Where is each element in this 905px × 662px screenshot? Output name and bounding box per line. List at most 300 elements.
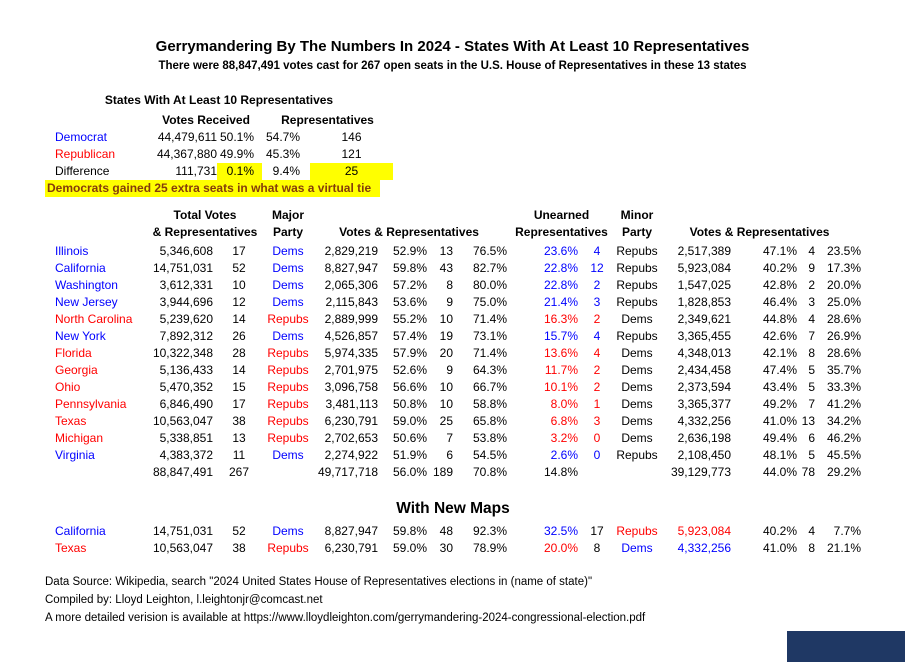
major-vote-pct-cell: 59.0% — [392, 414, 427, 428]
total-reps-cell: 17 — [232, 397, 246, 411]
total-reps-cell: 26 — [232, 329, 246, 343]
minor-rep-pct-cell: 41.2% — [826, 397, 861, 411]
new-maps-rows — [45, 523, 861, 557]
major-vote-pct-cell: 53.6% — [392, 295, 427, 309]
minor-party-cell: Repubs — [616, 524, 658, 538]
total-reps-cell: 10 — [232, 278, 246, 292]
state-name-cell: New York — [55, 329, 106, 343]
total-reps-cell: 28 — [232, 346, 246, 360]
major-reps-cell: 48 — [439, 524, 453, 538]
main-table-rows — [45, 243, 861, 481]
main-table-header-row-2 — [45, 224, 861, 241]
total-reps-cell: 267 — [228, 465, 250, 479]
unearned-pct-cell: 13.6% — [543, 346, 578, 360]
minor-party-header-line1: Minor — [620, 208, 654, 222]
summary-header-spacer — [45, 112, 150, 129]
total-votes-cell: 10,563,047 — [152, 541, 213, 555]
unearned-reps-cell: 2 — [593, 380, 601, 394]
minor-rep-pct-cell: 26.9% — [826, 329, 861, 343]
minor-rep-pct-cell: 23.5% — [826, 244, 861, 258]
minor-vote-pct-cell: 44.8% — [762, 312, 797, 326]
republican-reps-cell: 121 — [341, 147, 362, 161]
major-rep-pct-cell: 70.8% — [472, 465, 507, 479]
minor-party-cell: Repubs — [616, 295, 658, 309]
minor-vote-pct-cell: 42.8% — [762, 278, 797, 292]
major-reps-cell: 43 — [439, 261, 453, 275]
summary-democrat-label: Democrat — [55, 130, 108, 144]
state-row — [45, 260, 861, 277]
total-votes-cell: 4,383,372 — [159, 448, 213, 462]
major-vote-pct-cell: 57.2% — [392, 278, 427, 292]
totals-row — [45, 464, 861, 481]
major-reps-cell: 13 — [439, 244, 453, 258]
unearned-reps-cell: 8 — [593, 541, 601, 555]
corner-rectangle — [787, 631, 905, 662]
minor-votes-cell: 2,373,594 — [677, 380, 731, 394]
main-table-header — [45, 207, 861, 241]
unearned-reps-cell: 4 — [593, 346, 601, 360]
unearned-pct-cell: 32.5% — [543, 524, 578, 538]
major-reps-cell: 9 — [446, 295, 453, 309]
total-votes-cell: 5,338,851 — [159, 431, 213, 445]
major-votes-cell: 2,889,999 — [324, 312, 378, 326]
unearned-reps-cell: 0 — [593, 448, 601, 462]
state-row — [45, 413, 861, 430]
unearned-header-line2: Representatives — [515, 225, 608, 239]
minor-reps-cell: 5 — [808, 380, 815, 394]
major-rep-pct-cell: 78.9% — [472, 541, 507, 555]
total-votes-cell: 3,944,696 — [159, 295, 213, 309]
unearned-reps-cell: 17 — [590, 524, 604, 538]
minor-reps-cell: 5 — [808, 448, 815, 462]
minor-vote-pct-cell: 47.4% — [762, 363, 797, 377]
minor-reps-cell: 4 — [808, 312, 815, 326]
total-reps-cell: 17 — [232, 244, 246, 258]
minor-rep-pct-cell: 21.1% — [826, 541, 861, 555]
minor-party-cell: Repubs — [616, 244, 658, 258]
major-rep-pct-cell: 80.0% — [472, 278, 507, 292]
minor-vote-pct-cell: 49.4% — [762, 431, 797, 445]
total-votes-header-line2: & Representatives — [152, 225, 258, 239]
minor-votes-cell: 4,332,256 — [677, 541, 731, 555]
state-name-cell: New Jersey — [55, 295, 118, 309]
minor-rep-pct-cell: 29.2% — [826, 465, 861, 479]
major-reps-cell: 8 — [446, 278, 453, 292]
minor-votes-cell: 5,923,084 — [677, 524, 731, 538]
minor-votes-reps-header: Votes & Representatives — [689, 225, 830, 239]
data-source-line: Data Source: Wikipedia, search "2024 United States House of Representatives elections in (name of state)" — [45, 576, 593, 588]
header-spacer — [311, 207, 507, 224]
major-reps-cell: 6 — [446, 448, 453, 462]
unearned-pct-cell: 22.8% — [543, 261, 578, 275]
major-rep-pct-cell: 71.4% — [472, 312, 507, 326]
republican-vote-pct-cell: 49.9% — [219, 147, 254, 161]
summary-note: Democrats gained 25 extra seats in what was a virtual tie — [45, 180, 380, 197]
minor-votes-cell: 4,348,013 — [677, 346, 731, 360]
minor-votes-cell: 2,349,621 — [677, 312, 731, 326]
summary-table — [45, 112, 393, 180]
major-vote-pct-cell: 57.9% — [392, 346, 427, 360]
total-votes-cell: 5,136,433 — [159, 363, 213, 377]
minor-vote-pct-cell: 41.0% — [762, 541, 797, 555]
difference-reps-cell: 25 — [310, 163, 393, 180]
total-votes-cell: 14,751,031 — [152, 524, 213, 538]
total-reps-cell: 14 — [232, 363, 246, 377]
major-party-cell: Dems — [272, 329, 304, 343]
minor-votes-cell: 3,365,377 — [677, 397, 731, 411]
major-reps-cell: 19 — [439, 329, 453, 343]
major-votes-cell: 5,974,335 — [324, 346, 378, 360]
major-reps-cell: 10 — [439, 312, 453, 326]
minor-reps-cell: 4 — [808, 524, 815, 538]
state-name-cell: Georgia — [55, 363, 98, 377]
new-maps-state-row — [45, 523, 861, 540]
major-party-cell: Dems — [272, 261, 304, 275]
major-vote-pct-cell: 51.9% — [392, 448, 427, 462]
unearned-reps-cell: 3 — [593, 295, 601, 309]
minor-reps-cell: 8 — [808, 346, 815, 360]
total-votes-cell: 10,322,348 — [152, 346, 213, 360]
state-name-cell: Pennsylvania — [55, 397, 127, 411]
major-rep-pct-cell: 82.7% — [472, 261, 507, 275]
major-votes-cell: 4,526,857 — [324, 329, 378, 343]
minor-party-cell: Repubs — [616, 448, 658, 462]
minor-vote-pct-cell: 46.4% — [762, 295, 797, 309]
minor-votes-cell: 5,923,084 — [677, 261, 731, 275]
minor-party-cell: Dems — [621, 312, 653, 326]
state-name-cell: Virginia — [55, 448, 95, 462]
major-vote-pct-cell: 52.6% — [392, 363, 427, 377]
minor-reps-cell: 13 — [801, 414, 815, 428]
minor-vote-pct-cell: 42.1% — [762, 346, 797, 360]
total-votes-cell: 10,563,047 — [152, 414, 213, 428]
unearned-pct-cell: 8.0% — [550, 397, 578, 411]
major-party-cell: Dems — [272, 448, 304, 462]
major-votes-cell: 3,096,758 — [324, 380, 378, 394]
new-maps-state-row — [45, 540, 861, 557]
total-votes-header-line1: Total Votes — [173, 208, 237, 222]
summary-table-title: States With At Least 10 Representatives — [104, 93, 334, 107]
major-party-header-line1: Major — [271, 208, 304, 222]
minor-votes-cell: 39,129,773 — [670, 465, 731, 479]
unearned-pct-cell: 11.7% — [544, 363, 578, 377]
difference-rep-pct-cell: 9.4% — [272, 164, 300, 178]
minor-rep-pct-cell: 7.7% — [833, 524, 861, 538]
major-votes-cell: 8,827,947 — [324, 524, 378, 538]
minor-reps-cell: 4 — [808, 244, 815, 258]
unearned-reps-cell: 4 — [593, 329, 601, 343]
minor-party-header-line2: Party — [621, 225, 653, 239]
minor-vote-pct-cell: 41.0% — [762, 414, 797, 428]
minor-party-cell: Dems — [621, 346, 653, 360]
state-name-cell — [45, 464, 145, 481]
unearned-reps-cell: 4 — [593, 244, 601, 258]
state-row — [45, 311, 861, 328]
minor-reps-cell: 8 — [808, 541, 815, 555]
major-rep-pct-cell: 71.4% — [472, 346, 507, 360]
state-row — [45, 277, 861, 294]
new-maps-title: With New Maps — [396, 500, 510, 517]
unearned-pct-cell: 21.4% — [543, 295, 578, 309]
major-votes-cell: 2,701,975 — [324, 363, 378, 377]
unearned-pct-cell: 23.6% — [543, 244, 578, 258]
republican-votes-cell: 44,367,880 — [156, 147, 217, 161]
state-row — [45, 396, 861, 413]
major-votes-cell: 2,065,306 — [324, 278, 378, 292]
unearned-pct-cell: 14.8% — [543, 465, 578, 479]
major-reps-cell: 189 — [432, 465, 453, 479]
total-reps-cell: 15 — [232, 380, 246, 394]
major-party-cell: Repubs — [267, 541, 309, 555]
minor-party-cell: Repubs — [616, 329, 658, 343]
minor-votes-cell: 2,434,458 — [677, 363, 731, 377]
major-reps-cell: 30 — [439, 541, 453, 555]
total-votes-cell: 5,239,620 — [159, 312, 213, 326]
major-party-cell: Dems — [272, 295, 304, 309]
major-votes-cell: 8,827,947 — [324, 261, 378, 275]
minor-reps-cell: 3 — [808, 295, 815, 309]
total-reps-cell: 52 — [232, 261, 246, 275]
major-party-cell: Repubs — [267, 397, 309, 411]
major-party-cell: Repubs — [267, 431, 309, 445]
page-title: Gerrymandering By The Numbers In 2024 - States With At Least 10 Representatives — [155, 38, 750, 55]
state-row — [45, 447, 861, 464]
state-row — [45, 345, 861, 362]
major-rep-pct-cell: 64.3% — [472, 363, 507, 377]
major-vote-pct-cell: 50.6% — [392, 431, 427, 445]
minor-votes-cell: 1,828,853 — [677, 295, 731, 309]
minor-votes-cell: 2,108,450 — [677, 448, 731, 462]
header-spacer — [45, 224, 145, 241]
minor-reps-cell: 7 — [808, 397, 815, 411]
unearned-pct-cell: 20.0% — [543, 541, 578, 555]
page-subtitle: There were 88,847,491 votes cast for 267 open seats in the U.S. House of Representatives in these 13 states — [158, 60, 747, 72]
major-rep-pct-cell: 73.1% — [472, 329, 507, 343]
major-reps-cell: 9 — [446, 363, 453, 377]
representatives-header: Representatives — [281, 113, 374, 127]
democrat-votes-cell: 44,479,611 — [157, 130, 217, 144]
minor-party-cell: Repubs — [616, 278, 658, 292]
major-vote-pct-cell: 52.9% — [392, 244, 427, 258]
major-reps-cell: 10 — [439, 380, 453, 394]
total-reps-cell: 11 — [232, 448, 246, 462]
state-name-cell: Washington — [55, 278, 118, 292]
major-rep-pct-cell: 92.3% — [472, 524, 507, 538]
unearned-header-line1: Unearned — [533, 208, 590, 222]
header-spacer — [658, 207, 861, 224]
minor-vote-pct-cell: 47.1% — [762, 244, 797, 258]
minor-party-cell: Repubs — [616, 261, 658, 275]
minor-rep-pct-cell: 20.0% — [826, 278, 861, 292]
total-votes-cell: 5,346,608 — [159, 244, 213, 258]
major-party-cell: Repubs — [267, 363, 309, 377]
democrat-rep-pct-cell: 54.7% — [265, 130, 300, 144]
minor-votes-cell: 3,365,455 — [677, 329, 731, 343]
total-votes-cell: 3,612,331 — [159, 278, 213, 292]
minor-reps-cell: 78 — [801, 465, 815, 479]
unearned-reps-cell: 2 — [593, 312, 601, 326]
major-rep-pct-cell: 76.5% — [472, 244, 507, 258]
major-reps-cell: 7 — [446, 431, 453, 445]
unearned-reps-cell: 12 — [590, 261, 604, 275]
minor-rep-pct-cell: 25.0% — [826, 295, 861, 309]
minor-rep-pct-cell: 17.3% — [826, 261, 861, 275]
minor-vote-pct-cell: 44.0% — [762, 465, 797, 479]
unearned-pct-cell: 3.2% — [550, 431, 578, 445]
major-party-header-line2: Party — [272, 225, 304, 239]
unearned-reps-cell: 2 — [593, 363, 601, 377]
unearned-reps-cell: 0 — [593, 431, 601, 445]
compiled-by-line: Compiled by: Lloyd Leighton, l.leightonjr@comcast.net — [45, 594, 323, 606]
unearned-pct-cell: 10.1% — [543, 380, 578, 394]
minor-party-cell: Dems — [621, 363, 653, 377]
minor-party-cell: Dems — [621, 414, 653, 428]
state-row — [45, 430, 861, 447]
minor-rep-pct-cell: 45.5% — [826, 448, 861, 462]
state-name-cell: Texas — [55, 541, 87, 555]
unearned-reps-cell — [578, 464, 616, 481]
minor-vote-pct-cell: 40.2% — [762, 261, 797, 275]
minor-reps-cell: 5 — [808, 363, 815, 377]
major-votes-reps-header: Votes & Representatives — [339, 225, 479, 239]
major-reps-cell: 10 — [439, 397, 453, 411]
minor-reps-cell: 2 — [808, 278, 815, 292]
unearned-reps-cell: 1 — [593, 397, 601, 411]
major-votes-cell: 2,829,219 — [324, 244, 378, 258]
unearned-pct-cell: 6.8% — [550, 414, 578, 428]
minor-votes-cell: 2,636,198 — [677, 431, 731, 445]
minor-vote-pct-cell: 42.6% — [762, 329, 797, 343]
state-row — [45, 243, 861, 260]
votes-received-header: Votes Received — [162, 113, 250, 127]
total-reps-cell: 38 — [232, 541, 246, 555]
unearned-reps-cell: 3 — [593, 414, 601, 428]
major-vote-pct-cell: 56.6% — [392, 380, 427, 394]
major-rep-pct-cell: 58.8% — [472, 397, 507, 411]
minor-votes-cell: 1,547,025 — [677, 278, 731, 292]
total-reps-cell: 13 — [232, 431, 246, 445]
state-name-cell: Illinois — [55, 244, 89, 258]
total-votes-cell: 5,470,352 — [159, 380, 213, 394]
minor-votes-cell: 2,517,389 — [677, 244, 731, 258]
unearned-pct-cell: 2.6% — [550, 448, 578, 462]
major-vote-pct-cell: 56.0% — [392, 465, 427, 479]
state-name-cell: Michigan — [55, 431, 104, 445]
total-votes-cell: 14,751,031 — [152, 261, 213, 275]
major-votes-cell: 2,115,843 — [325, 295, 378, 309]
difference-votes-cell: 111,731 — [175, 164, 217, 178]
major-votes-cell: 2,274,922 — [324, 448, 378, 462]
state-name-cell: Florida — [55, 346, 92, 360]
major-vote-pct-cell: 55.2% — [392, 312, 427, 326]
major-votes-cell: 2,702,653 — [324, 431, 378, 445]
difference-vote-pct-cell: 0.1% — [217, 163, 262, 180]
minor-reps-cell: 7 — [808, 329, 815, 343]
major-vote-pct-cell: 59.8% — [392, 524, 427, 538]
major-vote-pct-cell: 59.0% — [392, 541, 427, 555]
minor-vote-pct-cell: 49.2% — [762, 397, 797, 411]
republican-rep-pct-cell: 45.3% — [265, 147, 300, 161]
total-votes-cell: 7,892,312 — [159, 329, 213, 343]
unearned-pct-cell: 22.8% — [543, 278, 578, 292]
major-party-cell: Repubs — [267, 346, 309, 360]
unearned-pct-cell: 16.3% — [543, 312, 578, 326]
minor-votes-cell: 4,332,256 — [677, 414, 731, 428]
major-rep-pct-cell: 54.5% — [472, 448, 507, 462]
major-party-cell: Dems — [272, 524, 304, 538]
minor-rep-pct-cell: 34.2% — [826, 414, 861, 428]
detailed-version-line: A more detailed verision is available at https://www.lloydleighton.com/gerrymandering-2024-congressional-election.pdf — [45, 612, 646, 624]
major-party-cell: Dems — [272, 244, 304, 258]
minor-party-cell: Dems — [621, 397, 653, 411]
major-votes-cell: 3,481,113 — [325, 397, 378, 411]
major-party-cell: Repubs — [267, 414, 309, 428]
state-name-cell: Texas — [55, 414, 87, 428]
democrat-reps-cell: 146 — [341, 130, 362, 144]
state-row — [45, 362, 861, 379]
major-votes-cell: 6,230,791 — [324, 541, 378, 555]
minor-rep-pct-cell: 33.3% — [826, 380, 861, 394]
main-table-header-row-1 — [45, 207, 861, 224]
state-row — [45, 379, 861, 396]
minor-rep-pct-cell: 28.6% — [826, 346, 861, 360]
major-rep-pct-cell: 53.8% — [472, 431, 507, 445]
minor-party-cell: Dems — [621, 380, 653, 394]
state-row — [45, 328, 861, 345]
state-name-cell: California — [55, 524, 106, 538]
minor-party-cell: Dems — [621, 541, 653, 555]
unearned-pct-cell: 15.7% — [543, 329, 578, 343]
total-reps-cell: 38 — [232, 414, 246, 428]
minor-party-cell — [616, 464, 658, 481]
minor-reps-cell: 6 — [808, 431, 815, 445]
major-vote-pct-cell: 57.4% — [392, 329, 427, 343]
minor-rep-pct-cell: 46.2% — [826, 431, 861, 445]
major-reps-cell: 20 — [439, 346, 453, 360]
major-party-cell: Repubs — [267, 380, 309, 394]
state-row — [45, 294, 861, 311]
major-rep-pct-cell: 75.0% — [472, 295, 507, 309]
major-rep-pct-cell: 66.7% — [472, 380, 507, 394]
state-name-cell: North Carolina — [55, 312, 133, 326]
state-name-cell: Ohio — [55, 380, 81, 394]
major-party-cell: Repubs — [267, 312, 309, 326]
major-party-cell: Dems — [272, 278, 304, 292]
summary-difference-label: Difference — [55, 164, 110, 178]
major-vote-pct-cell: 59.8% — [392, 261, 427, 275]
total-reps-cell: 12 — [232, 295, 246, 309]
total-reps-cell: 52 — [232, 524, 246, 538]
total-reps-cell: 14 — [232, 312, 246, 326]
major-rep-pct-cell: 65.8% — [472, 414, 507, 428]
major-votes-cell: 6,230,791 — [324, 414, 378, 428]
minor-rep-pct-cell: 35.7% — [826, 363, 861, 377]
minor-vote-pct-cell: 40.2% — [762, 524, 797, 538]
minor-rep-pct-cell: 28.6% — [826, 312, 861, 326]
total-votes-cell: 6,846,490 — [159, 397, 213, 411]
summary-republican-label: Republican — [55, 147, 116, 161]
total-votes-cell: 88,847,491 — [152, 465, 213, 479]
democrat-vote-pct-cell: 50.1% — [219, 130, 254, 144]
major-vote-pct-cell: 50.8% — [392, 397, 427, 411]
minor-vote-pct-cell: 48.1% — [762, 448, 797, 462]
minor-reps-cell: 9 — [808, 261, 815, 275]
minor-party-cell: Dems — [621, 431, 653, 445]
major-votes-cell: 49,717,718 — [317, 465, 378, 479]
major-reps-cell: 25 — [439, 414, 453, 428]
state-name-cell: California — [55, 261, 106, 275]
major-party-cell — [265, 464, 311, 481]
